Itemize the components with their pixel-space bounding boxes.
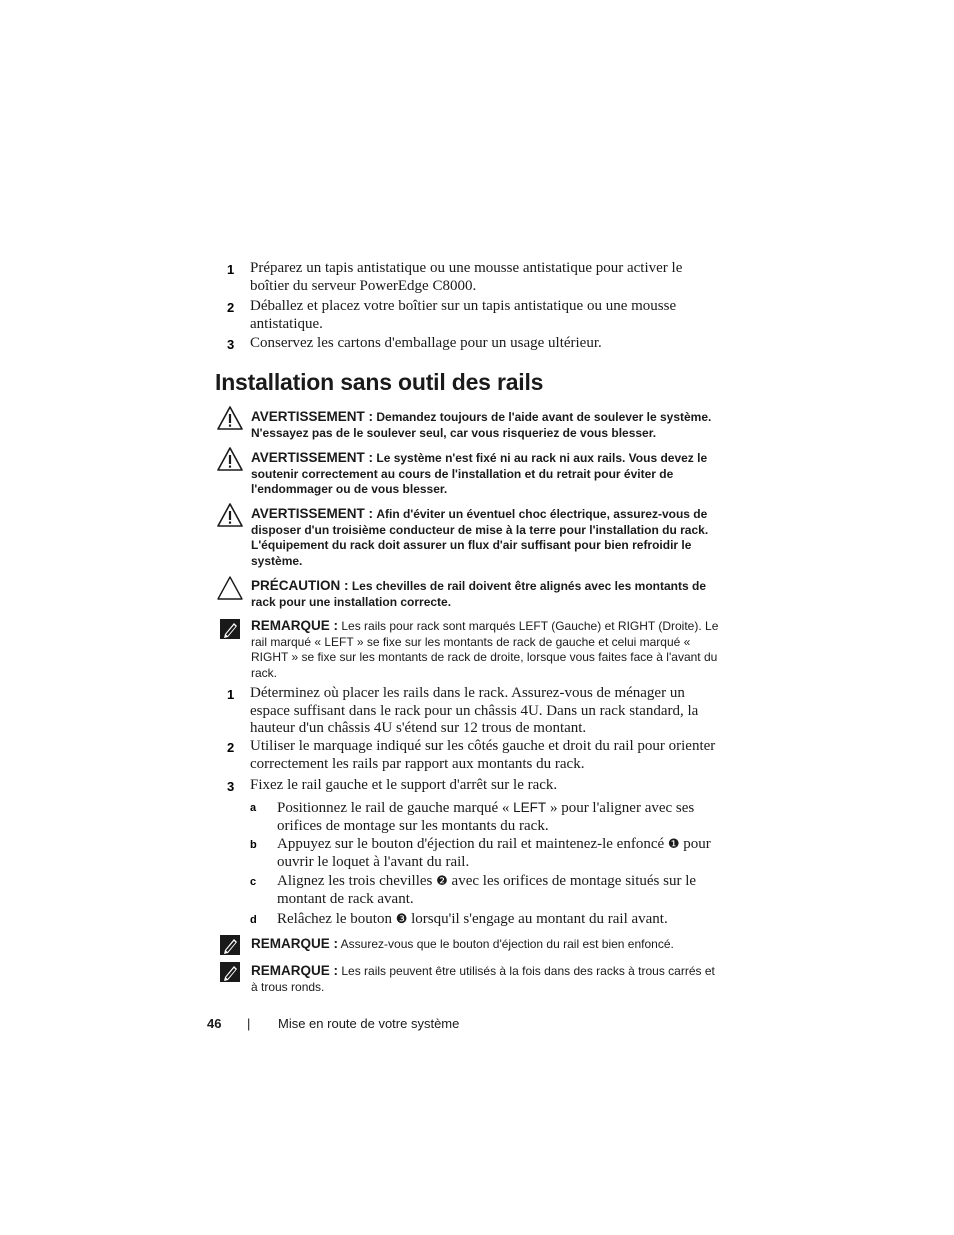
callout-2-icon: ❷ — [436, 874, 448, 889]
page-number: 46 — [207, 1016, 222, 1031]
warning-notice — [251, 409, 721, 441]
footer-title: Mise en route de votre système — [278, 1016, 460, 1031]
substep-code: LEFT — [513, 800, 547, 815]
warning-icon — [216, 405, 244, 431]
caution-notice — [251, 578, 721, 610]
substep-text — [277, 799, 717, 835]
section-title: Installation sans outil des rails — [215, 369, 544, 395]
callout-1-icon: ❶ — [667, 837, 680, 852]
substep-text-before: Positionnez le rail de gauche marqué « — [277, 800, 514, 816]
step-text: Déballez et placez votre boîtier sur un tapis antistatique ou une mousse antistatique. — [250, 298, 677, 332]
substep-letter: d — [250, 914, 257, 926]
substep-text-after: avec les orifices de montage situés sur le montant de rack avant. — [277, 873, 697, 907]
warning-icon — [216, 502, 244, 528]
step-number: 2 — [227, 300, 235, 315]
step-text: Fixez le rail gauche et le support d'arrêt sur le rack. — [250, 777, 558, 793]
caution-icon — [216, 575, 244, 601]
step-text: Déterminez où placer les rails dans le rack. Assurez-vous de ménager un espace suffisant dans le rack pour un châssis 4U. Dans un rack standard, la hauteur d'un châssis 4U s'étend sur 12 trous de montant. — [250, 685, 699, 736]
notice-text: Les rails peuvent être utilisés à la fois dans des racks à trous carrés et à trous ronds. — [251, 964, 715, 994]
step-text: Conservez les cartons d'emballage pour un usage ultérieur. — [250, 335, 602, 351]
substep-text — [277, 873, 717, 908]
step-text: Préparez un tapis antistatique ou une mousse antistatique pour activer le boîtier du serveur PowerEdge C8000. — [250, 260, 683, 294]
notice-label: REMARQUE : — [251, 618, 338, 633]
note-notice — [251, 936, 721, 953]
notice-label: AVERTISSEMENT : — [251, 506, 374, 521]
footer-separator: | — [247, 1016, 251, 1031]
warning-icon — [216, 446, 244, 472]
note-notice — [251, 963, 721, 995]
substep-letter: c — [250, 876, 257, 888]
substep-text-after: » pour l'aligner avec ses orifices de montage sur les montants du rack. — [277, 800, 695, 834]
substep-letter: a — [250, 802, 257, 814]
substep-text-before: Alignez les trois chevilles — [277, 873, 437, 889]
notice-text: Le système n'est fixé ni au rack ni aux rails. Vous devez le soutenir correctement au cours de l'installation et du retrait pour éviter de l'endommager ou de vous blesser. — [251, 451, 708, 497]
note-pencil-icon — [216, 959, 244, 985]
substep-text — [277, 836, 717, 871]
substep-text-after: pour ouvrir le loquet à l'avant du rail. — [277, 836, 711, 870]
warning-notice — [251, 506, 716, 569]
substep-text-before: Appuyez sur le bouton d'éjection du rail et maintenez-le enfoncé — [277, 836, 668, 852]
step-number: 1 — [227, 687, 235, 702]
step-number: 3 — [227, 337, 235, 352]
notice-label: AVERTISSEMENT : — [251, 450, 374, 465]
notice-text: Les chevilles de rail doivent être alignés avec les montants de rack pour une installation correcte. — [251, 579, 706, 609]
notice-label: PRÉCAUTION : — [251, 578, 349, 593]
warning-notice — [251, 450, 721, 498]
substep-letter: b — [250, 839, 257, 851]
callout-3-icon: ❸ — [395, 912, 408, 927]
notice-label: REMARQUE : — [251, 963, 338, 978]
step-number: 1 — [227, 262, 235, 277]
step-text: Utiliser le marquage indiqué sur les côtés gauche et droit du rail pour orienter correctement les rails par rapport aux montants du rack. — [250, 738, 716, 772]
step-number: 3 — [227, 779, 235, 794]
notice-text: Afin d'éviter un éventuel choc électrique, assurez-vous de disposer d'un troisième conducteur de mise à la terre pour l'installation du rack. L'équipement du rack doit assurer un flux d'air suffisant pour bien refroidir le système. — [251, 507, 709, 568]
substep-text-after: lorsqu'il s'engage au montant du rail avant. — [407, 911, 668, 927]
notice-text: Assurez-vous que le bouton d'éjection du rail est bien enfoncé. — [340, 937, 674, 951]
notice-label: REMARQUE : — [251, 936, 338, 951]
substep-text — [277, 911, 717, 929]
notice-text: Les rails pour rack sont marqués LEFT (Gauche) et RIGHT (Droite). Le rail marqué « LEFT » se fixe sur les montants de rack de gauche et celui marqué « RIGHT » se fixe sur les montants de rack de droite, lorsque vous faites face à l'avant du rack. — [251, 619, 719, 680]
note-pencil-icon — [216, 932, 244, 958]
notice-text: Demandez toujours de l'aide avant de soulever le système. N'essayez pas de le soulever seul, car vous risqueriez de vous blesser. — [251, 410, 712, 440]
notice-label: AVERTISSEMENT : — [251, 409, 374, 424]
note-pencil-icon — [216, 616, 244, 642]
step-number: 2 — [227, 740, 235, 755]
note-notice — [251, 618, 721, 681]
substep-text-before: Relâchez le bouton — [277, 911, 396, 927]
